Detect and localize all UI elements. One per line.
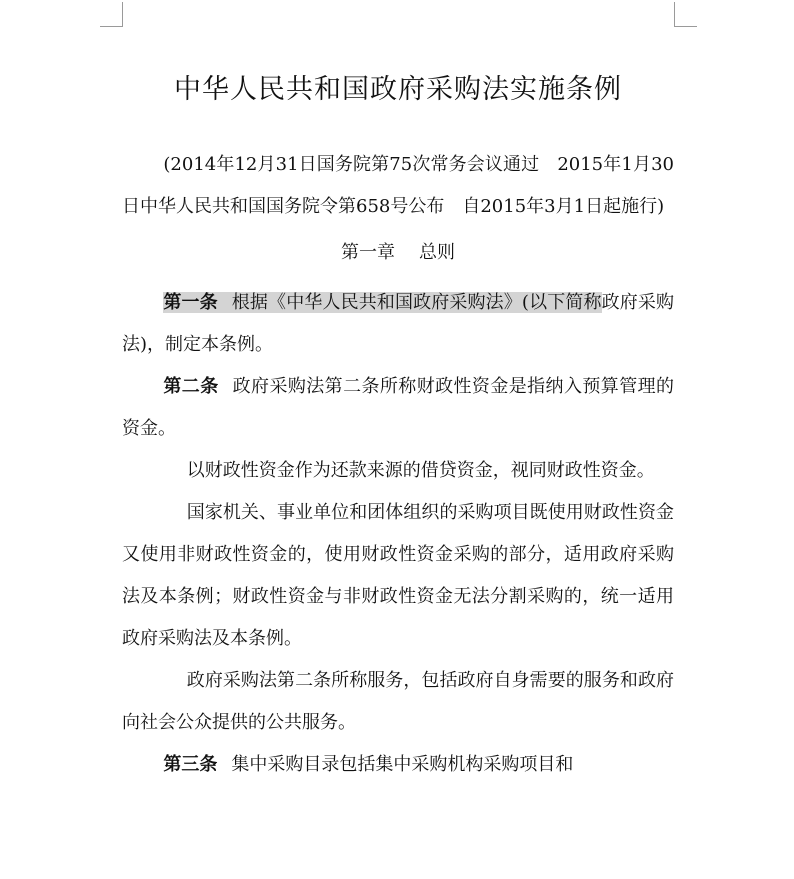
article-2-label: 第二条 [163,376,219,397]
article-3-text: 集中采购目录包括集中采购机构采购项目和 [231,754,574,775]
page-corner-mark-top-right [674,2,697,27]
article-3 [122,744,674,786]
document-body [122,64,674,786]
article-1-highlighted-line [163,292,601,313]
article-2-text: 政府采购法第二条所称财政性资金是指纳入预算管理的资金。 [122,376,675,439]
adoption-note: (2014年12月31日国务院第75次常务会议通过 2015年1月30日中华人民共和国国务院令第658号公布 自2015年3月1日起施行) [122,154,674,217]
article-2-paragraph-2: 以财政性资金作为还款来源的借贷资金，视同财政性资金。 [186,460,655,481]
article-2-paragraph-4: 政府采购法第二条所称服务，包括政府自身需要的服务和政府向社会公众提供的公共服务。 [122,670,674,733]
article-1-highlighted-text: 根据《中华人民共和国政府采购法》(以下简称 [231,292,602,313]
chapter-heading [122,232,674,274]
chapter-number: 第一章 [341,242,395,263]
chapter-name: 总则 [419,242,455,263]
article-2 [122,366,674,450]
document-title: 中华人民共和国政府采购法实施条例 [174,74,622,105]
article-1-label: 第一条 [163,292,218,313]
article-1 [122,282,674,366]
article-2-paragraph-3: 国家机关、事业单位和团体组织的采购项目既使用财政性资金又使用非财政性资金的，使用财政性资金采购的部分，适用政府采购法及本条例；财政性资金与非财政性资金无法分割采购的，统一适用政府采购法及本条例。 [122,502,674,649]
article-1-rest-text: 政府采购法)，制定本条例。 [122,292,675,355]
article-3-label: 第三条 [163,754,218,775]
page-corner-mark-top-left [100,2,123,27]
